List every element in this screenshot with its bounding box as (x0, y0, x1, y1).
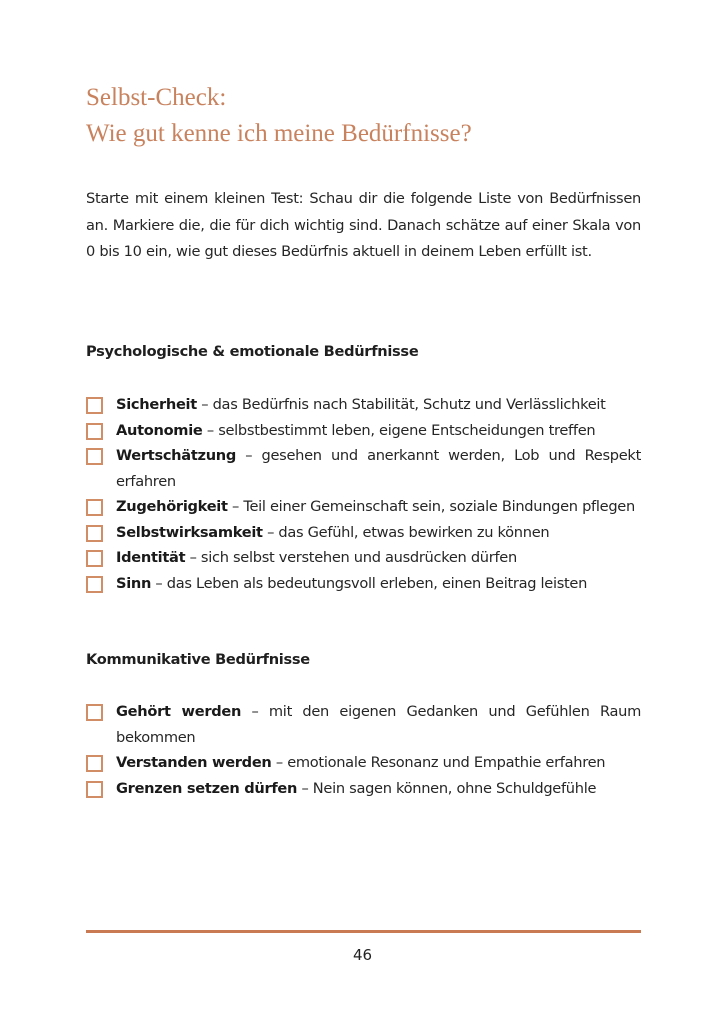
item-desc: – mit den eigenen Gedanken und Gefühlen Raum bekommen (116, 703, 641, 746)
section-heading-communicative: Kommunikative Bedürfnisse (86, 651, 310, 668)
checkbox[interactable] (86, 755, 103, 772)
item-term: Sicherheit (116, 396, 197, 413)
list-item (86, 750, 641, 776)
item-term: Autonomie (116, 421, 203, 439)
item-term: Selbstwirksamkeit (116, 523, 263, 541)
item-desc: – das Gefühl, etwas bewirken zu können (262, 523, 550, 541)
list-item (86, 418, 641, 444)
list-item (86, 494, 641, 520)
list-item (86, 699, 641, 750)
checkbox[interactable] (86, 781, 103, 798)
list-item (86, 392, 641, 418)
list-item (86, 545, 641, 571)
page-title (86, 80, 472, 152)
item-desc: – das Bedürfnis nach Stabilität, Schutz und Verlässlichkeit (196, 396, 606, 413)
item-term: Verstanden werden (116, 754, 272, 771)
item-desc: – Teil einer Gemeinschaft sein, soziale Bindungen pflegen (227, 498, 635, 515)
item-term: Gehört werden (116, 703, 242, 720)
item-term: Wertschätzung (116, 447, 237, 464)
section-heading-psychological: Psychologische & emotionale Bedürfnisse (86, 343, 419, 360)
checkbox[interactable] (86, 576, 103, 593)
item-desc: – gesehen und anerkannt werden, Lob und Respekt erfahren (116, 447, 641, 490)
item-term: Zugehörigkeit (116, 498, 228, 515)
checkbox[interactable] (86, 704, 103, 721)
checklist-communicative (86, 699, 641, 801)
list-item (86, 443, 641, 494)
checklist-psychological (86, 392, 641, 596)
checkbox[interactable] (86, 423, 103, 440)
title-line-2: Wie gut kenne ich meine Bedürfnisse? (86, 120, 472, 147)
page-number: 46 (352, 946, 373, 964)
checkbox[interactable] (86, 525, 103, 542)
item-desc: – Nein sagen können, ohne Schuldgefühle (297, 779, 597, 797)
item-desc: – das Leben als bedeutungsvoll erleben, einen Beitrag leisten (151, 574, 588, 592)
list-item (86, 776, 641, 802)
item-term: Grenzen setzen dürfen (116, 779, 298, 797)
checkbox[interactable] (86, 550, 103, 567)
list-item (86, 520, 641, 546)
item-term: Identität (116, 549, 186, 566)
checkbox[interactable] (86, 448, 103, 465)
list-item (86, 571, 641, 597)
footer-divider (86, 930, 641, 933)
intro-paragraph: Starte mit einem kleinen Test: Schau dir die folgende Liste von Bedürfnissen an. Markiere die, die für dich wichtig sind. Danach schätze auf einer Skala von 0 bis 10 ein, wie gut dieses Bedürfnis aktuell in deinem Leben erfüllt ist. (86, 190, 641, 260)
title-line-1: Selbst-Check: (86, 84, 227, 111)
item-term: Sinn (116, 574, 152, 592)
checkbox[interactable] (86, 397, 103, 414)
item-desc: – sich selbst verstehen und ausdrücken dürfen (185, 549, 517, 566)
item-desc: – emotionale Resonanz und Empathie erfahren (271, 754, 606, 771)
item-desc: – selbstbestimmt leben, eigene Entscheidungen treffen (202, 421, 596, 439)
checkbox[interactable] (86, 499, 103, 516)
